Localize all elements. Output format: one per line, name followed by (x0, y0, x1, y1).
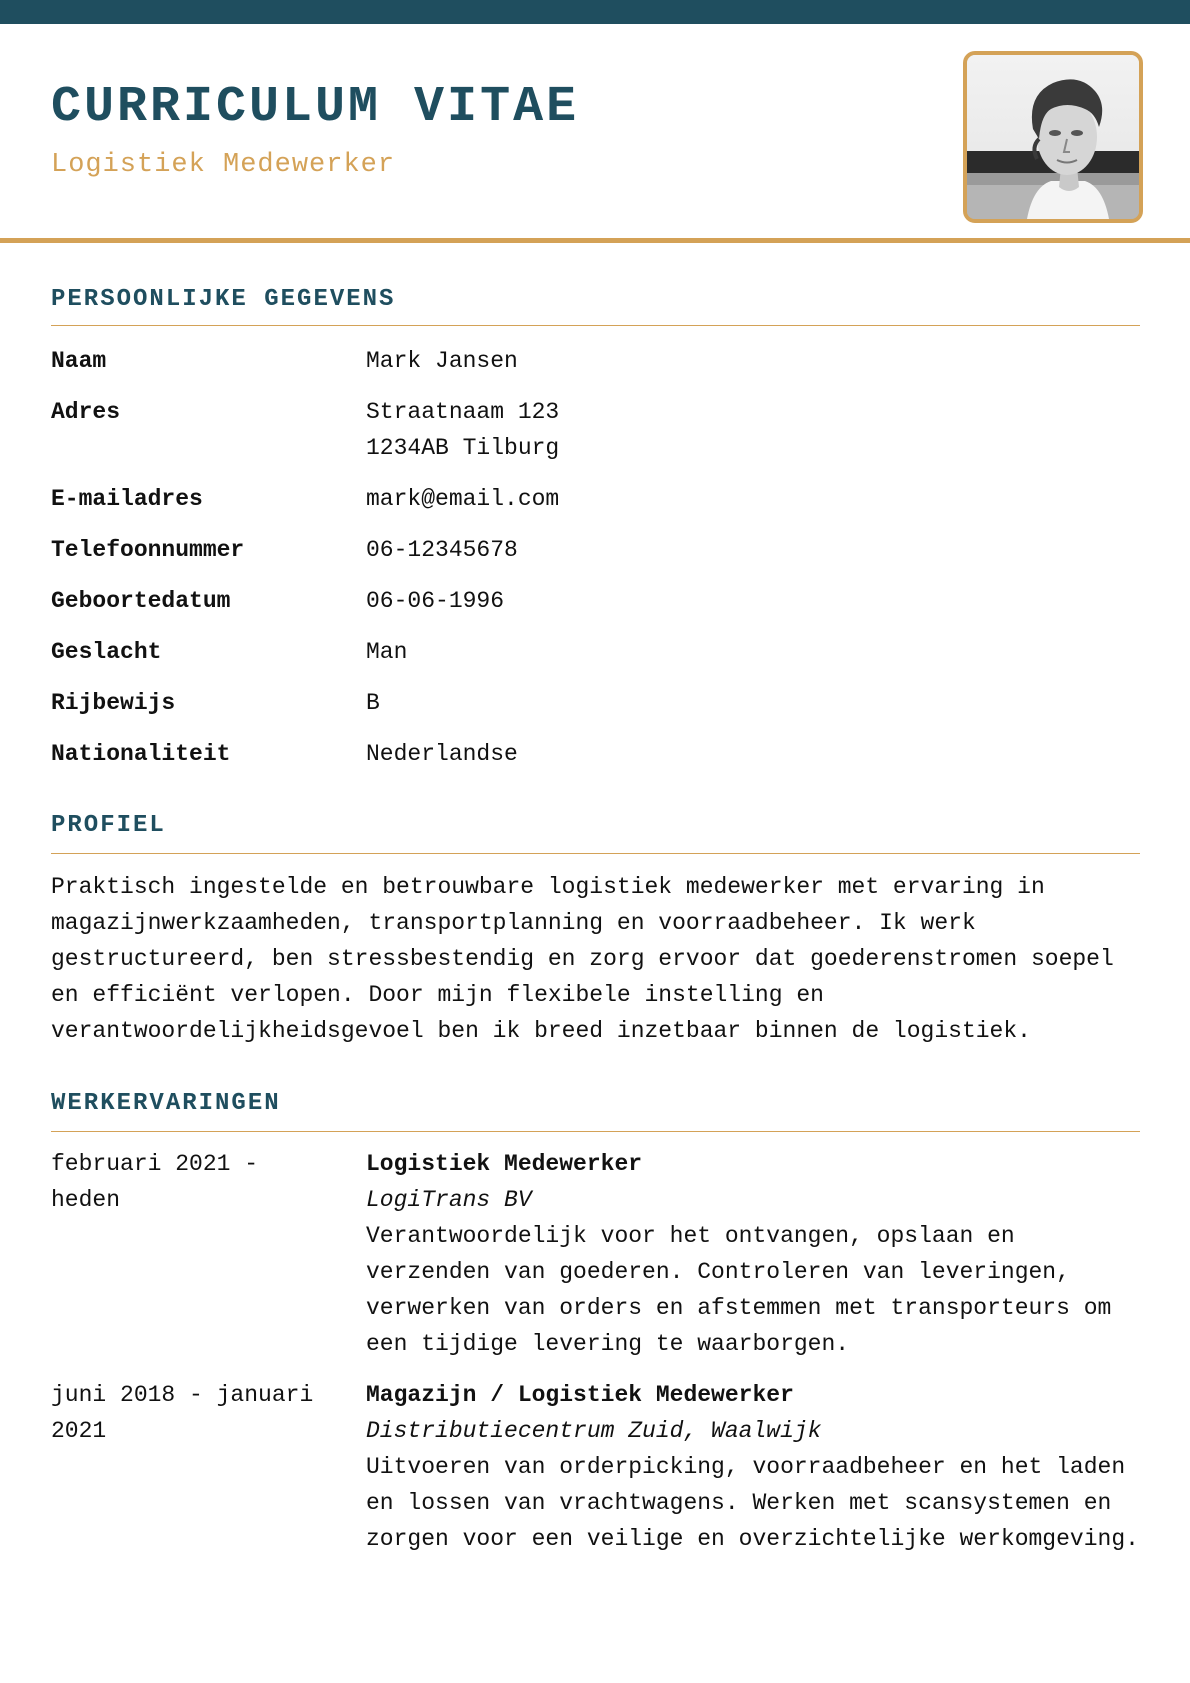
profile-photo (963, 51, 1143, 223)
birthdate-value: 06-06-1996 (366, 588, 505, 614)
name-value: Mark Jansen (366, 348, 518, 374)
experience-list (51, 1146, 1140, 1572)
address-street: Straatnaam 123 (366, 399, 560, 425)
section-title-personal: PERSOONLIJKE GEGEVENS (51, 286, 396, 313)
experience-item (51, 1377, 1140, 1557)
personal-details-table (51, 343, 1140, 787)
info-value (366, 583, 1140, 619)
experience-description: Verantwoordelijk voor het ontvangen, opslaan en verzenden van goederen. Controleren van leveringen, verwerken van orders en afstemmen met transporteurs om een tijdige levering te waarborgen. (366, 1223, 1112, 1357)
experience-role: Magazijn / Logistiek Medewerker (366, 1382, 794, 1408)
job-title: Logistiek Medewerker (51, 150, 396, 180)
section-title-experience: WERKERVARINGEN (51, 1090, 281, 1117)
section-divider (51, 1131, 1140, 1132)
info-label: Nationaliteit (51, 741, 231, 767)
info-row-phone (51, 532, 1140, 568)
experience-body (366, 1377, 1140, 1557)
experience-period: februari 2021 - heden (51, 1151, 259, 1213)
info-value (366, 685, 1140, 721)
info-label: Naam (51, 348, 107, 374)
info-label: Rijbewijs (51, 690, 176, 716)
experience-description: Uitvoeren van orderpicking, voorraadbeheer en het laden en lossen van vrachtwagens. Werken met scansystemen en zorgen voor een veilige en overzichtelijke werkomgeving. (366, 1454, 1139, 1552)
info-value (366, 343, 1140, 379)
info-label: Geslacht (51, 639, 162, 665)
info-value (366, 634, 1140, 670)
nationality-value: Nederlandse (366, 741, 518, 767)
info-label: Geboortedatum (51, 588, 231, 614)
address-city: 1234AB Tilburg (366, 435, 560, 461)
experience-company: Distributiecentrum Zuid, Waalwijk (366, 1418, 822, 1444)
info-value (366, 736, 1140, 772)
info-row-address (51, 394, 1140, 466)
top-color-bar (0, 0, 1190, 24)
info-label: E-mailadres (51, 486, 203, 512)
info-value (366, 481, 1140, 517)
gender-value: Man (366, 639, 408, 665)
info-row-nationality (51, 736, 1140, 772)
experience-role: Logistiek Medewerker (366, 1151, 643, 1177)
info-label: Telefoonnummer (51, 537, 245, 563)
page-title: CURRICULUM VITAE (51, 79, 580, 136)
header-divider (0, 238, 1190, 243)
experience-company: LogiTrans BV (366, 1187, 532, 1213)
experience-body (366, 1146, 1140, 1362)
experience-item (51, 1146, 1140, 1362)
profile-text: Praktisch ingestelde en betrouwbare logistiek medewerker met ervaring in magazijnwerkzaamheden, transportplanning en voorraadbeheer. Ik werk gestructureerd, ben stressbestendig en zorg ervoor dat goederenstromen soepel en efficiënt verlopen. Door mijn flexibele instelling en verantwoordelijkheidsgevoel ben ik breed inzetbaar binnen de logistiek. (51, 874, 1114, 1044)
info-row-email (51, 481, 1140, 517)
experience-period: juni 2018 - januari 2021 (51, 1382, 314, 1444)
section-divider (51, 853, 1140, 854)
section-divider (51, 325, 1140, 326)
portrait-image (967, 55, 1139, 219)
cv-header (0, 24, 1190, 240)
info-row-name (51, 343, 1140, 379)
info-value (366, 394, 1140, 466)
info-value (366, 532, 1140, 568)
info-row-gender (51, 634, 1140, 670)
info-row-birthdate (51, 583, 1140, 619)
section-title-profile: PROFIEL (51, 812, 166, 839)
info-label: Adres (51, 399, 121, 425)
phone-value: 06-12345678 (366, 537, 518, 563)
license-value: B (366, 690, 380, 716)
info-row-license (51, 685, 1140, 721)
email-value: mark@email.com (366, 486, 560, 512)
